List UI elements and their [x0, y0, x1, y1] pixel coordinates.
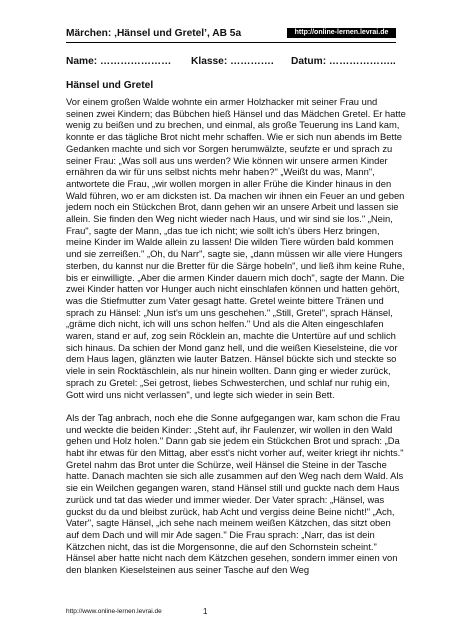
site-url-badge[interactable]: http://online-lernen.levrai.de: [287, 28, 396, 38]
worksheet-header: [66, 28, 396, 42]
worksheet-title: Märchen: ‚Hänsel und Gretel’, AB 5a: [66, 28, 242, 39]
story-paragraph: Vor einem großen Walde wohnte ein armer Holzhacker mit seiner Frau und seinen zwei Kindern; das Bübchen hieß Hänsel und das Mädchen Gretel. Er hatte wenig zu beißen und zu brechen, und einmal, als große Teuerung ins Land kam, konnte er das tägliche Brot nicht mehr schaffen. Wie er sich nun abends im Bette Gedanken machte und sich vor Sorgen herumwälzte, seufzte er und sprach zu seiner Frau: „Was soll aus uns werden? Wie können wir unsere armen Kinder ernähren da wir für uns selbst nichts mehr haben?" „Weißt du was, Mann", antwortete die Frau, „wir wollen morgen in aller Frühe die Kinder hinaus in den Wald führen, wo er am dicksten ist. Da machen wir ihnen ein Feuer an und geben jedem noch ein Stückchen Brot, dann gehen wir an unsere Arbeit und lassen sie allein. Sie finden den Weg nicht wieder nach Haus, und wir sind sie los." „Nein, Frau", sagte der Mann, „das tue ich nicht; wie sollt ich's übers Herz bringen, meine Kinder im Walde allein zu lassen! Die wilden Tiere würden bald kommen und sie zerreißen." „Oh, du Narr", sagte sie, „dann müssen wir alle viere Hungers sterben, du kannst nur die Bretter für die Särge hobeln", und ließ ihm keine Ruhe, bis er einwilligte. „Aber die armen Kinder dauern mich doch", sagte der Mann. Die zwei Kinder hatten vor Hunger auch nicht einschlafen können und hatten gehört, was die Stiefmutter zum Vater gesagt hatte. Gretel weinte bittere Tränen und sprach zu Hänsel: „Nun ist's um uns geschehen." „Still, Gretel", sprach Hänsel, „gräme dich nicht, ich will uns schon helfen." Und als die Alten eingeschlafen waren, stand er auf, zog sein Röcklein an, machte die Untertüre auf und schlich sich hinaus. Da schien der Mond ganz hell, und die weißen Kieselsteine, die vor dem Haus lagen, glänzten wie lauter Batzen. Hänsel bückte sich und steckte so viele in sein Rocktäschlein, als nur hinein wollten. Dann ging er wieder zurück, sprach zu Gretel: „Sei getrost, liebes Schwesterchen, und schlaf nur ruhig ein, Gott wird uns nicht verlassen", und legte sich wieder in sein Bett.: [66, 96, 406, 400]
klasse-field-label: Klasse: ………….: [191, 56, 274, 67]
page-number: 1: [203, 607, 208, 616]
story-paragraph: Als der Tag anbrach, noch ehe die Sonne aufgegangen war, kam schon die Frau und weckte die beiden Kinder: „Steht auf, ihr Faulenzer, wir wollen in den Wald gehen und Holz holen." Dann gab sie jedem ein Stückchen Brot und sprach: „Da habt ihr etwas für den Mittag, aber esst's nicht vorher auf, weiter kriegt ihr nichts." Gretel nahm das Brot unter die Schürze, weil Hänsel die Steine in der Tasche hatte. Danach machten sie sich alle zusammen auf den Weg nach dem Wald. Als sie ein Weilchen gegangen waren, stand Hänsel still und guckte nach dem Haus zurück und tat das wieder und immer wieder. Der Vater sprach: „Hänsel, was guckst du da und bleibst zurück, hab Acht und vergiss deine Beine nicht!" „Ach, Vater", sagte Hänsel, „ich sehe nach meinem weißen Kätzchen, das sitzt oben auf dem Dach und will mir Ade sagen." Die Frau sprach: „Narr, das ist dein Kätzchen nicht, das ist die Morgensonne, die auf den Schornstein scheint." Hänsel aber hatte nicht nach dem Kätzchen gesehen, sondern immer einen von den blanken Kieselsteinen aus seiner Tasche auf den Weg: [66, 411, 404, 576]
page-footer: [66, 608, 406, 620]
name-field-label: Name: …………………: [66, 56, 172, 67]
datum-field-label: Datum: ………………..: [291, 56, 396, 67]
header-divider: [66, 42, 396, 43]
story-title: Hänsel und Gretel: [66, 80, 154, 91]
footer-url-link[interactable]: http://www.online-lernen.levrai.de: [66, 608, 162, 615]
story-body: [66, 96, 406, 588]
